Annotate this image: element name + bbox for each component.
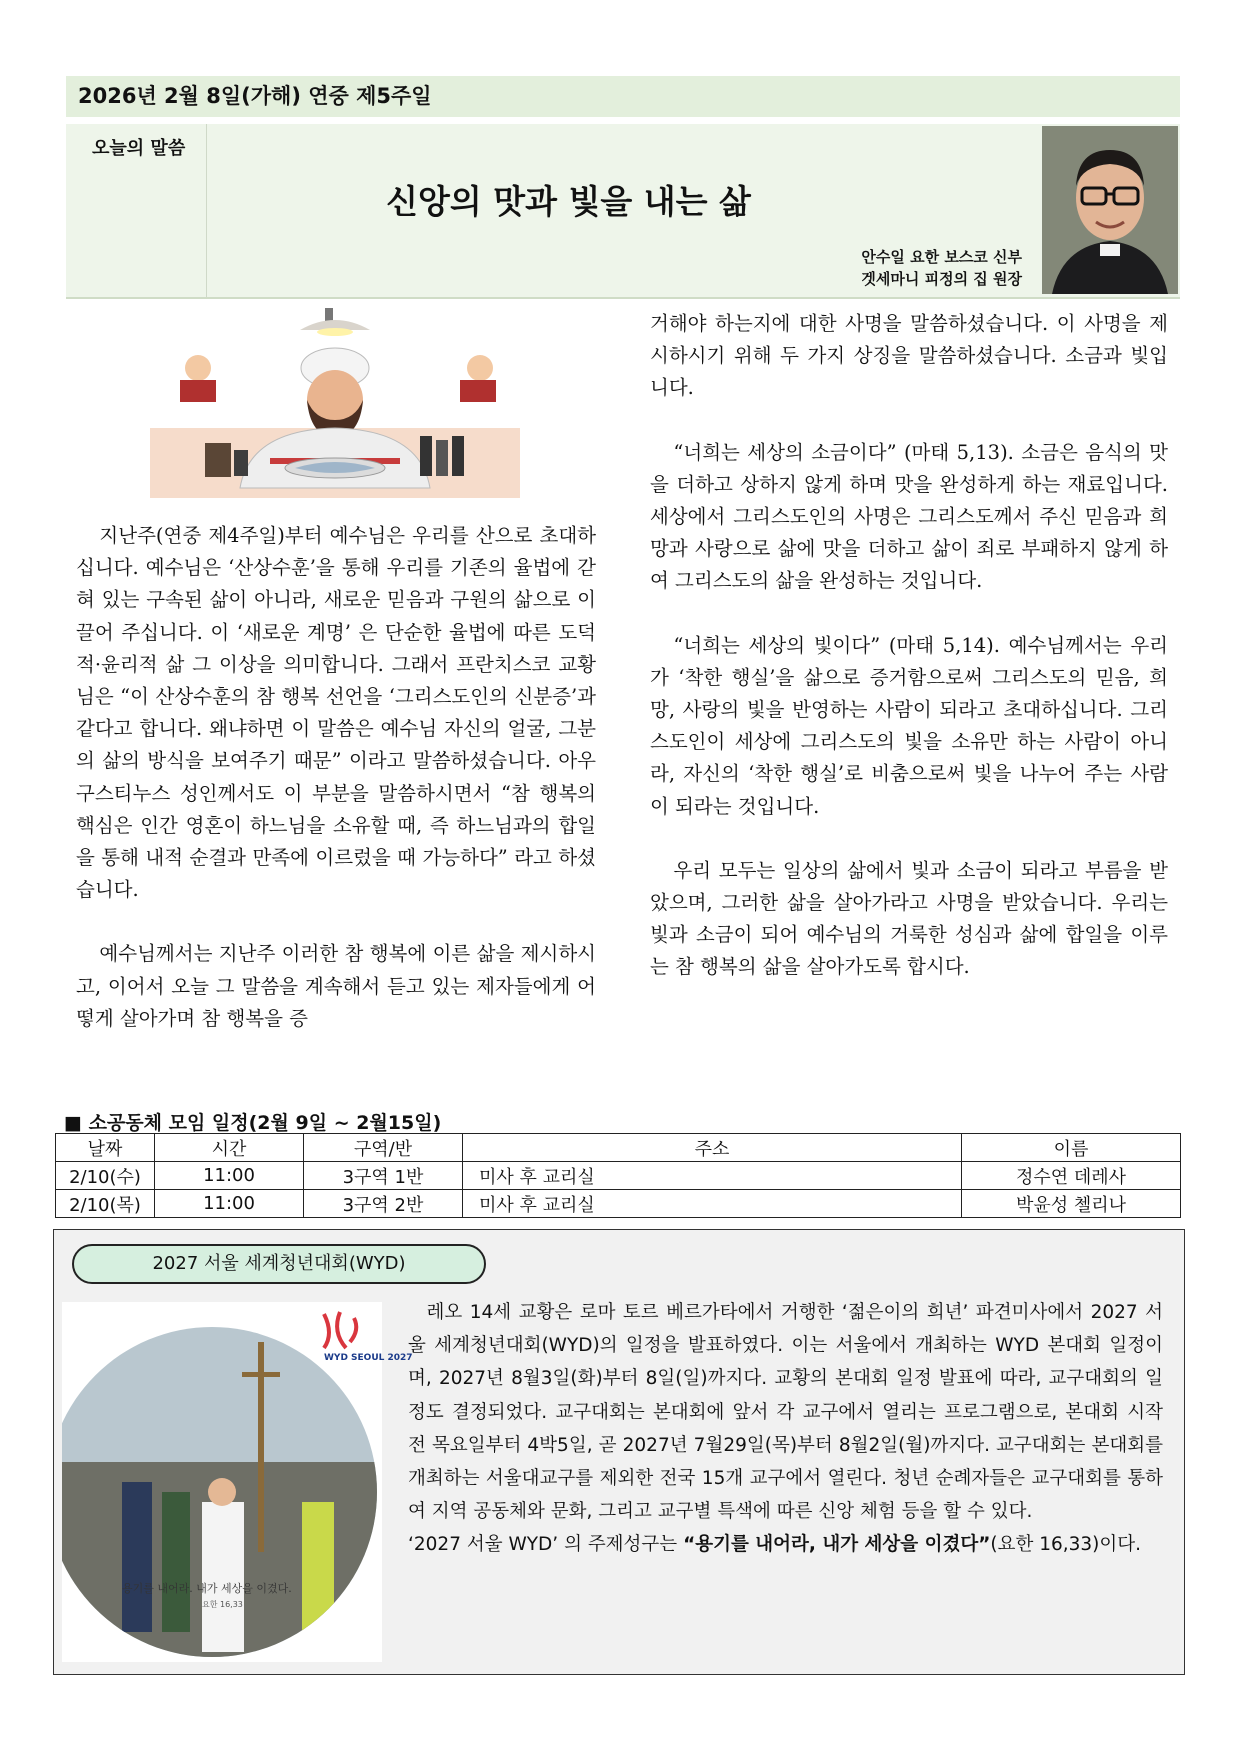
cell-address: 미사 후 교리실 [463,1162,962,1190]
article-right-column [650,308,1168,984]
article-paragraph: “너희는 세상의 소금이다” (마태 5,13). 소금은 음식의 맛을 더하고 상하지 않게 하며 맛을 완성하게 하는 재료입니다. 세상에서 그리스도인의 사명은 그리스도께서 주신 믿음과 희망과 사랑으로 삶에 맛을 더하고 삶이 죄로 부패하지 않게 하여 그리스도의 삶을 완성하는 것입니다. [650,440,1168,593]
author-name: 안수일 요한 보스코 신부 [861,248,1022,266]
wyd-logo-text: WYD SEOUL 2027 [324,1353,413,1363]
sermon-header [66,124,1180,299]
column-header: 시간 [155,1134,304,1162]
cell-time: 11:00 [155,1190,304,1218]
motto-prefix: ‘2027 서울 WYD’ 의 주제성구는 [408,1534,684,1556]
article-paragraph: “너희는 세상의 빛이다” (마태 5,14). 예수님께서는 우리가 ‘착한 행실’을 삶으로 증거함으로써 그리스도의 믿음, 희망, 사랑의 빛을 반영하는 사람이 되라고 초대하십니다. 그리스도인이 세상에 그리스도의 빛을 소유만 하는 사람이 아니라, 자신의 ‘착한 행실’로 비춤으로써 빛을 나누어 주는 사람이 되라는 것입니다. [650,633,1168,818]
author-portrait [1042,126,1178,294]
table-header-row [56,1134,1181,1162]
author-info [861,246,1022,290]
date-bar: 2026년 2월 8일(가해) 연중 제5주일 [66,76,1180,117]
cell-date: 2/10(목) [56,1190,155,1218]
photo-caption: 용기를 내어라. 내가 세상을 이겼다. [122,1582,292,1595]
cell-date: 2/10(수) [56,1162,155,1190]
photo-caption-ref: 요한 16,33 [202,1600,243,1609]
table-row [56,1162,1181,1190]
article-paragraph: 지난주(연중 제4주일)부터 예수님은 우리를 산으로 초대하십니다. 예수님은 ‘산상수훈’을 통해 우리를 기존의 율법에 갇혀 있는 구속된 삶이 아니라, 새로운 믿음과 구원의 삶으로 이끌어 주십니다. 이 ‘새로운 계명’ 은 단순한 율법에 따른 도덕적·윤리적 삶 그 이상을 의미합니다. 그래서 프란치스코 교황님은 “이 산상수훈의 참 행복 선언을 ‘그리스도인의 신분증’과 같다고 합니다. 왜냐하면 이 말씀은 예수님 자신의 얼굴, 그분의 삶의 방식을 보여주기 때문” 이라고 말씀하셨습니다. 아우구스티누스 성인께서도 이 부분을 말씀하시면서 “참 행복의 핵심은 인간 영혼이 하느님을 소유할 때, 즉 하느님과의 합일을 통해 내적 순결과 만족에 이르렀을 때 가능하다” 라고 하셨습니다. [76,524,596,902]
article-paragraph: 거해야 하는지에 대한 사명을 말씀하셨습니다. 이 사명을 제시하시기 위해 두 가지 상징을 말씀하셨습니다. 소금과 빛입니다. [650,312,1168,400]
section-label: 오늘의 말씀 [92,138,186,159]
schedule-table [55,1133,1181,1218]
cell-address: 미사 후 교리실 [463,1190,962,1218]
wyd-article [408,1296,1163,1562]
wyd-paragraph: 레오 14세 교황은 로마 토르 베르가타에서 거행한 ‘젊은이의 희년’ 파견미사에서 2027 서울 세계청년대회(WYD)의 일정을 발표하였다. 이는 서울에서 개최하는 WYD 본대회 일정이며, 2027년 8월3일(화)부터 8일(일)까지다. 교황의 본대회 일정 발표에 따라, 교구대회의 일정도 결정되었다. 교구대회는 본대회에 앞서 각 교구에서 열리는 프로그램으로, 본대회 시작 전 목요일부터 4박5일, 곧 2027년 7월29일(목)부터 8월2일(월)까지다. 교구대회는 본대회를 개최하는 서울대교구를 제외한 전국 15개 교구에서 열린다. 청년 순례자들은 교구대회를 통하여 지역 공동체와 문화, 그리고 교구별 특색에 따른 신앙 체험 등을 할 수 있다. [408,1302,1163,1523]
column-header: 구역/반 [304,1134,463,1162]
column-header: 주소 [463,1134,962,1162]
cell-name: 박윤성 첼리나 [962,1190,1181,1218]
motto-suffix: (요한 16,33)이다. [990,1534,1142,1556]
cell-zone: 3구역 2반 [304,1190,463,1218]
schedule-title: ■ 소공동체 모임 일정(2월 9일 ~ 2월15일) [64,1112,442,1134]
wyd-heading: 2027 서울 세계청년대회(WYD) [72,1244,486,1284]
table-row [56,1190,1181,1218]
chef-illustration [150,308,520,498]
article-left-column [76,520,596,1035]
cell-time: 11:00 [155,1162,304,1190]
wyd-motto-line [408,1528,1163,1561]
column-header: 이름 [962,1134,1181,1162]
cell-zone: 3구역 1반 [304,1162,463,1190]
motto: “용기를 내어라, 내가 세상을 이겼다” [683,1534,991,1556]
cell-name: 정수연 데레사 [962,1162,1181,1190]
article-paragraph: 우리 모두는 일상의 삶에서 빛과 소금이 되라고 부름을 받았으며, 그러한 삶을 살아가라고 사명을 받았습니다. 우리는 빛과 소금이 되어 예수님의 거룩한 성심과 삶에 합일을 이루는 참 행복의 삶을 살아가도록 합시다. [650,858,1168,979]
wyd-photo [62,1302,413,1662]
column-header: 날짜 [56,1134,155,1162]
article-paragraph: 예수님께서는 지난주 이러한 참 행복에 이른 삶을 제시하시고, 이어서 오늘 그 말씀을 계속해서 듣고 있는 제자들에게 어떻게 살아가며 참 행복을 증 [76,942,596,1030]
sermon-title: 신앙의 맛과 빛을 내는 삶 [386,182,751,221]
author-role: 겟세마니 피정의 집 원장 [861,270,1022,288]
wyd-section [53,1229,1185,1675]
